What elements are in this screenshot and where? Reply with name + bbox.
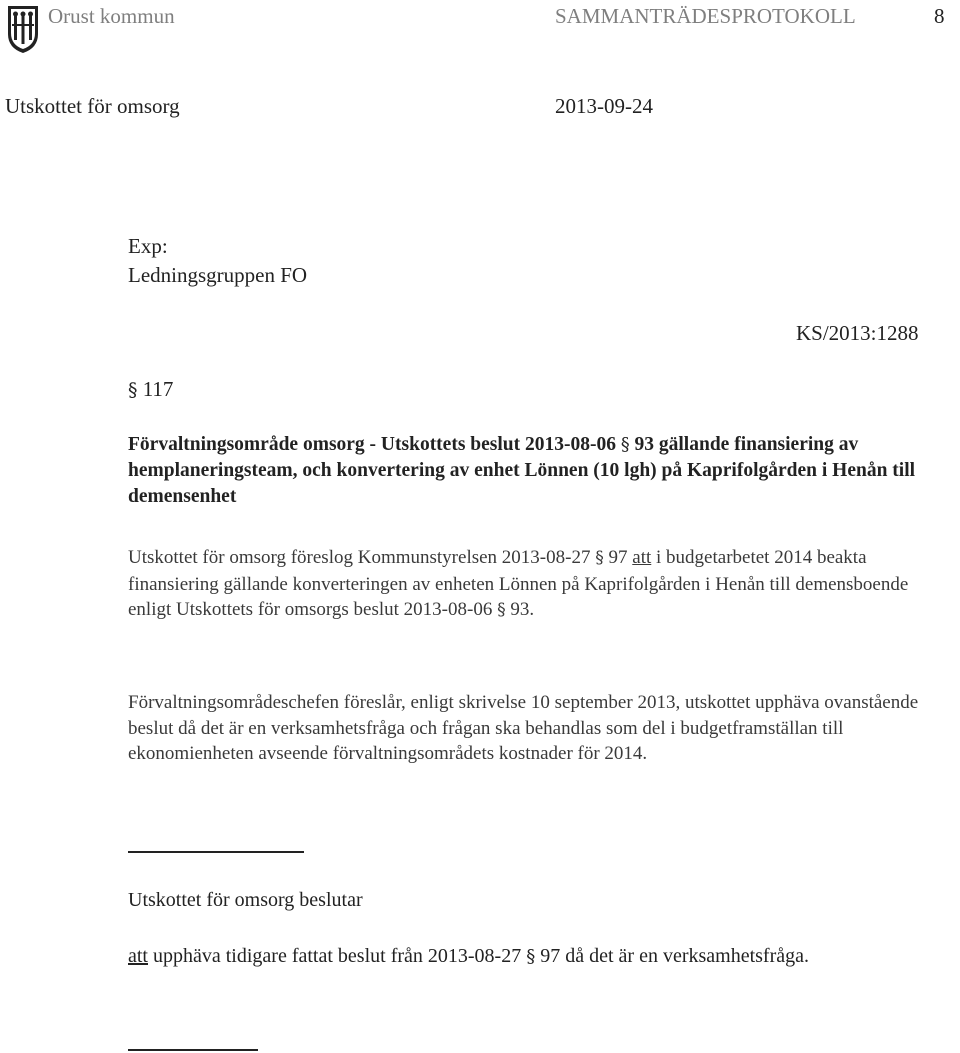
exp-recipient: Ledningsgruppen FO bbox=[128, 263, 308, 287]
document-type: SAMMANTRÄDESPROTOKOLL bbox=[555, 4, 856, 28]
case-title-part1: Förvaltningsområde omsorg - Utskottets beslut 2013-08-06 bbox=[128, 434, 621, 455]
paragraph-proposal bbox=[128, 545, 950, 624]
section-number: 117 bbox=[142, 377, 174, 401]
separator-line bbox=[128, 851, 304, 853]
diary-number: KS/2013:1288 bbox=[796, 321, 919, 345]
p1-text-a: Utskottet för omsorg föreslog Kommunstyrelsen 2013-08-27 bbox=[128, 547, 596, 568]
decision-text-b: 97 då det är en verksamhetsfråga. bbox=[535, 945, 809, 967]
section-heading bbox=[128, 376, 173, 403]
paragraph-chief-proposal: Förvaltningsområdeschefen föreslår, enligt skrivelse 10 september 2013, utskottet upphäva ovanstående beslut då det är en verksamhetsfråga och frågan ska behandlas som del i budgetframställan till ekonomienheten avseende förvaltningsområdets kostnader för 2014. bbox=[128, 692, 919, 764]
section-symbol: § bbox=[595, 548, 604, 568]
p1-text-c: i budgetarbetet 2014 beakta finansiering gällande konverteringen av enheten Lönnen på Kaprifolgården i Henån till demensboende enligt Utskottets för omsorgs beslut 2013-08-06 bbox=[128, 547, 909, 620]
section-symbol: § bbox=[620, 435, 630, 455]
decision-text bbox=[128, 943, 809, 970]
orust-kommun-coat-of-arms-icon bbox=[6, 4, 40, 54]
committee-name: Utskottet för omsorg bbox=[5, 94, 180, 118]
p1-text-d: 93. bbox=[505, 599, 535, 620]
page-number: 8 bbox=[934, 4, 945, 28]
case-title bbox=[128, 432, 938, 510]
att-keyword: att bbox=[128, 945, 148, 967]
exp-label: Exp: bbox=[128, 234, 168, 258]
section-symbol: § bbox=[526, 946, 536, 967]
section-symbol: § bbox=[497, 600, 506, 620]
att-keyword: att bbox=[632, 547, 652, 568]
municipality-name: Orust kommun bbox=[48, 4, 175, 28]
case-title-part2: 93 gällande finansiering av hemplaneringsteam, och konvertering av enhet Lönnen (10 lgh) på Kaprifolgården i Henån till demensenhet bbox=[128, 434, 916, 507]
section-symbol: § bbox=[128, 379, 138, 401]
meeting-date: 2013-09-24 bbox=[555, 94, 653, 118]
decision-text-a: upphäva tidigare fattat beslut från 2013-08-27 bbox=[148, 945, 527, 967]
separator-line-bottom bbox=[128, 1049, 258, 1051]
decision-heading: Utskottet för omsorg beslutar bbox=[128, 889, 363, 911]
p1-text-b: 97 bbox=[603, 547, 633, 568]
